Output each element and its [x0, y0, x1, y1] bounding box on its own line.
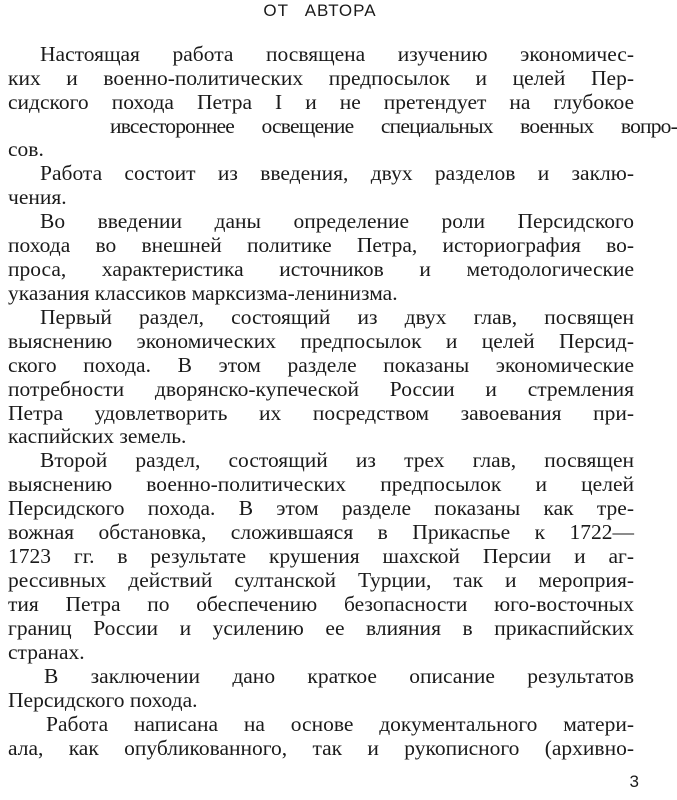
- text-line: чения.: [8, 185, 67, 209]
- text-line: ких и военно-политических предпосылок и целей Пер-: [8, 66, 634, 90]
- text-line: Петра удовлетворить их посредством завоевания при-: [8, 401, 634, 425]
- text-line: рессивных действий султанской Турции, так и мероприя-: [8, 568, 634, 592]
- text-line: Настоящая работа посвящена изучению экономичес-: [40, 42, 634, 66]
- text-line: Второй раздел, состоящий из трех глав, посвящен: [40, 448, 634, 472]
- section-heading: ОТ АВТОРА: [263, 1, 377, 20]
- text-line: ского похода. В этом разделе показаны экономические: [8, 353, 634, 377]
- text-line: границ России и усилению ее влияния в прикаспийских: [8, 616, 634, 640]
- text-line: проса, характеристика источников и методологические: [8, 257, 634, 281]
- text-line: Персидского похода.: [8, 688, 198, 712]
- text-line: Во введении даны определение роли Персидского: [40, 209, 634, 233]
- text-line: 1723 гг. в результате крушения шахской Персии и аг-: [8, 544, 634, 568]
- text-line: похода во внешней политике Петра, историография во-: [8, 233, 634, 257]
- text-line: вожная обстановка, сложившаяся в Прикаспье к 1722—: [8, 520, 634, 544]
- text-line: каспийских земель.: [8, 424, 187, 448]
- text-line: указания классиков марксизма-ленинизма.: [8, 281, 398, 305]
- text-line: выяснению военно-политических предпосылок и целей: [8, 472, 634, 496]
- text-line: выяснению экономических предпосылок и целей Персид-: [8, 329, 634, 353]
- text-line: Первый раздел, состоящий из двух глав, посвящен: [40, 305, 634, 329]
- text-line: сидского похода Петра I и не претендует на глубокое: [8, 90, 634, 114]
- text-line: сов.: [8, 137, 44, 161]
- text-line: тия Петра по обеспечению безопасности юго-восточных: [8, 592, 634, 616]
- text-line: ивсестороннее освещение специальных военных вопро-: [110, 114, 677, 138]
- text-line: потребности дворянско-купеческой России и стремления: [8, 377, 634, 401]
- text-line: ала, как опубликованного, так и рукописного (архивно-: [8, 736, 634, 760]
- text-line: странах.: [8, 640, 85, 664]
- page-number: 3: [629, 772, 639, 791]
- text-line: Работа написана на основе документального матери-: [46, 712, 634, 736]
- text-line: Персидского похода. В этом разделе показаны как тре-: [8, 496, 634, 520]
- text-line: В заключении дано краткое описание результатов: [44, 664, 634, 688]
- text-line: Работа состоит из введения, двух разделов и заклю-: [40, 161, 634, 185]
